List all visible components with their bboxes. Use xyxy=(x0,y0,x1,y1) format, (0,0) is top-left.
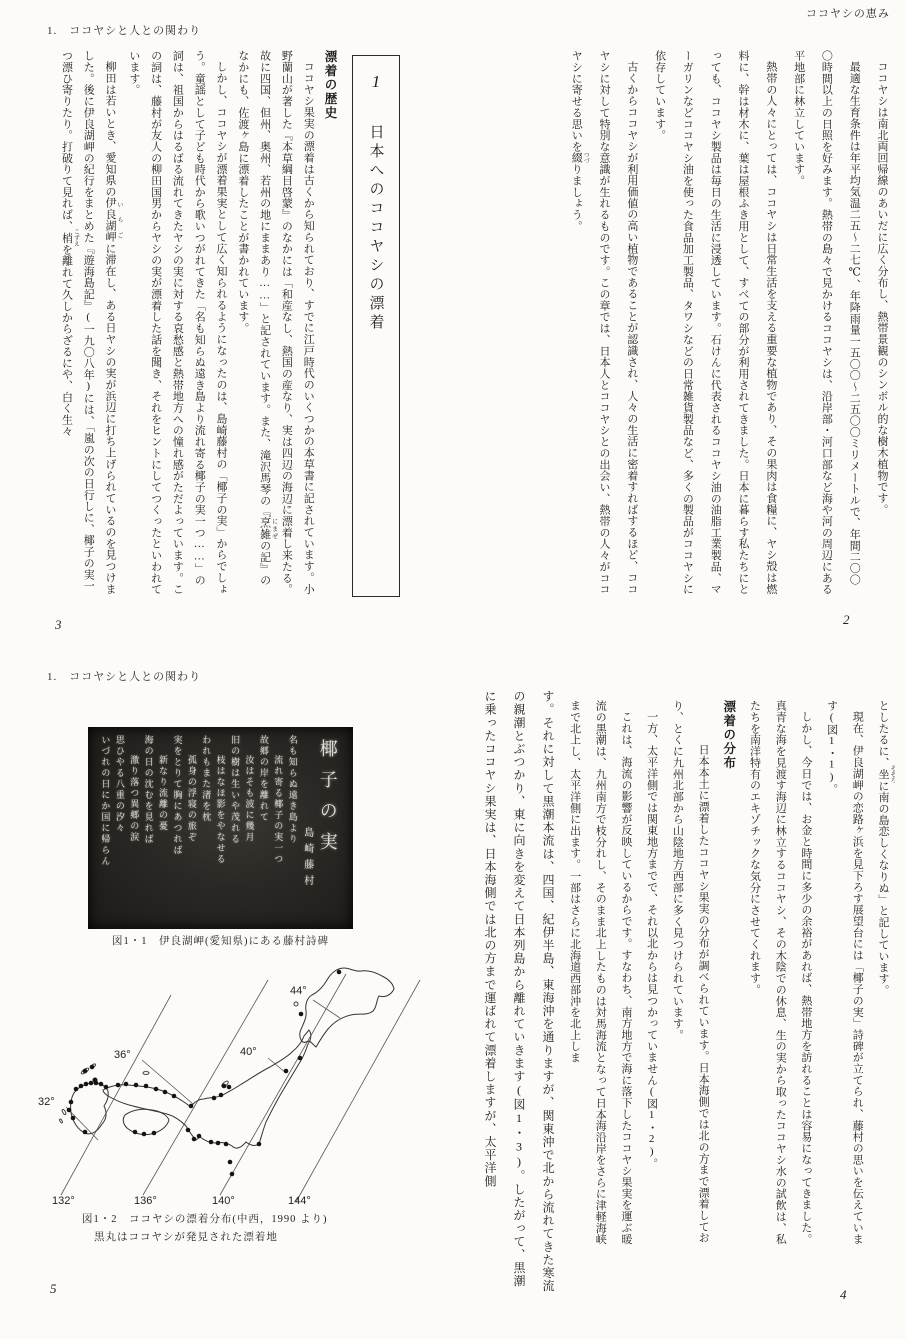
drift-dot xyxy=(224,1142,229,1147)
drift-dot xyxy=(163,1090,168,1095)
drift-dot xyxy=(133,1130,138,1135)
shikoku-coastline xyxy=(123,1109,169,1134)
drift-dot xyxy=(83,1130,88,1135)
paragraph: としたるに、坐 そぞろに南の島恋しくなりぬ」と記しています。 xyxy=(877,700,895,996)
monument-title: 椰子の実 xyxy=(317,739,338,863)
running-head-book-title: ココヤシの恵み xyxy=(806,8,890,20)
page-number-4: 4 xyxy=(840,1287,847,1302)
lon-label-144: 144° xyxy=(288,1195,311,1207)
drift-dot xyxy=(93,1078,98,1083)
drift-dot xyxy=(79,1084,84,1089)
poem-line: 海の日の沈むを見れば xyxy=(143,735,154,845)
drift-dot xyxy=(152,1131,157,1136)
paragraph: ココヤシ果実の漂着は古くから知られており、すでに江戸時代のいくつかの本草書に記されています。小野蘭山が著した『本草綱目啓蒙』のなかには「和産なし、熱国の産なり、実は四辺の海辺に漂着し来たる。故に四国、但州、奥州、若州の地にままあり……」と記されています。また、滝沢馬琴の『烹雑 にまぜの記』のなかにも、佐渡ヶ島に漂着したことが書かれています。 xyxy=(236,50,315,595)
drift-dot xyxy=(189,1104,194,1109)
paragraph: す。それに対して黒潮本流は、四国、紀伊半島、東海沖を通りますが、関東沖で北から流れてきた寒流の親潮とぶつかり、東に向きを変えて日本列島から離れていきます(図1・3)。したがって、黒潮に乗ったココヤシ果実は、日本海側では北の方まで運ばれて漂着しますが、太平洋側 xyxy=(483,690,555,1293)
running-head-chapter-p5: 1. ココヤシと人との関わり xyxy=(47,671,202,683)
leader-44 xyxy=(313,1000,340,1018)
section-heading-distribution: 漂着の分布 xyxy=(721,700,736,770)
paragraph: 柳田は若いとき、愛知県の伊良湖岬 いらごに滞在し、ある日ヤシの実が浜辺に打ち上げられているのを見つけました。後に伊良湖岬の紀行をまとめた『遊海島記』(一九〇八年)には、「嵐の次の日行しに、椰子の実一つ漂ひ寄りたり。打破りて見れば、梢 こずえを離れて久しからざるにや、白く生々 xyxy=(60,50,123,595)
poem-line: 孤身の浮寝の旅ぞ xyxy=(186,755,197,843)
poem-line: われもまた渚を枕 xyxy=(201,735,212,823)
leader-40 xyxy=(268,1058,286,1073)
paragraph: 日本本土に漂着したココヤシ果実の分布が調べられています。日本海側では北の方まで漂着しており、とくに九州北部から山陰地方西部に多く見つけられています。 xyxy=(671,700,710,1244)
hokkaido-coastline xyxy=(300,968,394,1047)
drift-dot xyxy=(222,1084,227,1089)
poem-line: 激り落つ異郷の涙 xyxy=(129,755,140,843)
drift-dot xyxy=(84,1082,89,1087)
drift-dot xyxy=(67,1108,72,1113)
poem-line: 実をとりて胸にあつれば xyxy=(172,735,183,856)
page3-text-block xyxy=(34,50,340,596)
drift-dot xyxy=(71,1116,76,1121)
paragraph: ココヤシは南北両回帰線のあいだに広く分布し、熱帯景観のシンボル的な樹木植物です。 xyxy=(876,61,888,515)
paragraph: 現在、伊良湖岬の恋路ヶ浜を見下ろす展望台には「椰子の実」詩碑が立てられ、藤村の思いを伝えています(図1・1)。 xyxy=(825,700,864,1245)
figure-1-1-caption: 図1・1 伊良湖岬(愛知県)にある藤村詩碑 xyxy=(112,936,329,947)
drift-dot xyxy=(89,1081,94,1086)
paragraph: 古くからココヤシが利用価値の高い植物であることが認識され、人々の生活に密着すればするほど、ココヤシに対して特別な意識が生れるものです。この章では、日本人とココヤシとの出会い、熱帯の人々がココヤシに寄せる思いを綴 つづりましょう。 xyxy=(570,50,638,595)
page4-text-block xyxy=(561,700,895,1254)
chapter-title-box xyxy=(352,55,400,597)
paragraph: 熱帯の人々にとっては、ココヤシは日常生活を支える重要な植物であり、その果肉は食糧に、ヤシ殻は燃料に、幹は材木に、葉は屋根ふき用として、すべての部分が利用されてきました。日本に暮らす私たちにとっても、ココヤシ製品は毎日の生活に浸透しています。石けんに代表されるココヤシ油の油脂工業製品、マーガリンなどココヤシ油を使った食品加工製品、タワシなどの日常雑貨製品など、多くの製品がココヤシに依存しています。 xyxy=(653,50,777,595)
drift-dot xyxy=(216,1141,221,1146)
drift-dot xyxy=(104,1085,109,1090)
oki-island xyxy=(143,1072,149,1075)
figure-1-2-caption-line1: 図1・2 ココヤシの漂着分布(中西，1990 より) xyxy=(82,1214,328,1225)
drift-dot xyxy=(99,1082,104,1087)
drift-dot xyxy=(74,1087,79,1092)
leader-36 xyxy=(142,1060,193,1104)
section-heading-history: 漂着の歴史 xyxy=(323,50,337,120)
poem-line: 旧の樹は生いや茂れる xyxy=(230,735,241,845)
monument-inscription xyxy=(88,727,351,929)
drift-dot xyxy=(172,1094,177,1099)
drift-dot xyxy=(337,970,342,975)
meridian-132 xyxy=(61,995,171,1195)
lat-label-44: 44° xyxy=(290,985,307,997)
lon-label-132: 132° xyxy=(52,1195,75,1207)
drift-dot xyxy=(90,1065,95,1070)
drift-dot xyxy=(257,1142,262,1147)
monument-author: 島崎藤村 xyxy=(301,827,313,891)
chapter-title: 日本へのココヤシの漂着 xyxy=(367,124,385,333)
poem-line: 流れ寄る椰子の実一つ xyxy=(273,755,284,865)
goto-island-south xyxy=(59,1119,63,1124)
lat-label-36: 36° xyxy=(114,1049,131,1061)
drift-dot xyxy=(124,1082,129,1087)
lon-label-140: 140° xyxy=(212,1195,235,1207)
running-head-chapter-p3: 1. ココヤシと人との関わり xyxy=(47,25,202,37)
chapter-number: 1 xyxy=(366,72,386,91)
paragraph: これは、海流の影響が反映しているからです。すなわち、南方地方で海に落下したココヤシ果実を運ぶ暖流の黒潮は、九州南方で枝分れし、そのまま北上したものは対馬海流となって日本海沿岸をさらに津軽海峡まで北上し、太平洋側に出ます。一部はさらに北海道西部沖を北上しま xyxy=(568,700,632,1245)
drift-dot xyxy=(299,1012,304,1017)
drift-dot xyxy=(144,1084,149,1089)
paragraph: 最適な生育条件は年平均気温二五〜二七℃、年降雨量一五〇〇〜二五〇〇ミリメートルで、年間二〇〇〇時間以上の日照を好みます。熱帯の島々で見かけるココヤシは、沿岸部・河口部など海や河の周辺にある平地部に林立しています。 xyxy=(792,50,861,595)
drift-dot xyxy=(116,1083,121,1088)
paragraph: 一方、太平洋側では関東地方までで、それ以北からは見つかっていません(図1・2)。 xyxy=(645,711,658,1169)
poem-line: 汝はそも波に幾月 xyxy=(244,755,255,843)
paragraph: しかし、ココヤシが漂着果実として広く知られるようになったのは、島崎藤村の「椰子の実」からでしょう。童謡として子ども時代から歌いつがれてきた「名も知らぬ遠き島より流れ寄る椰子の実一つ……」の詞は、祖国からはるばる流れてきたヤシの実に対する哀愁感と熱帯地方への憧れ感がただよっています。この詞は、藤村が友人の柳田国男からヤシの実が漂着した話を聞き、それをヒントにしてつくったといわれています。 xyxy=(127,50,228,595)
drift-dot xyxy=(209,1140,214,1145)
drift-dot xyxy=(230,1172,235,1177)
drift-dot xyxy=(219,1093,224,1098)
lat-label-32: 32° xyxy=(38,1096,55,1108)
meridian-140 xyxy=(220,974,346,1195)
drift-dot xyxy=(142,1132,147,1137)
page-number-2: 2 xyxy=(843,612,850,627)
drift-dot xyxy=(228,1160,233,1165)
goto-island xyxy=(61,1109,66,1115)
poem-line: 思ひやる八重の汐々 xyxy=(114,735,125,834)
page-number-3: 3 xyxy=(55,617,62,632)
drift-dot xyxy=(212,1096,217,1101)
poem-line: 故郷の岸を離れて xyxy=(258,735,269,823)
drift-dot xyxy=(83,1069,88,1074)
page2-text-block xyxy=(561,50,895,596)
poem-line: 新なり流離の憂 xyxy=(158,755,169,832)
page5-text-block xyxy=(474,690,562,1296)
figure-1-2-drift-map xyxy=(28,952,473,1207)
poem-line: 枝はなほ影をやなせる xyxy=(215,755,226,865)
drift-dot xyxy=(284,1069,289,1074)
page-number-5: 5 xyxy=(50,1281,57,1296)
drift-dot xyxy=(134,1083,139,1088)
poem-line: いづれの日にか国に帰らん xyxy=(100,735,111,867)
drift-dot xyxy=(186,1128,191,1133)
poem-line: 名も知らぬ遠き島より xyxy=(287,735,298,845)
drift-dot xyxy=(154,1087,159,1092)
drift-dot xyxy=(197,1134,202,1139)
meridian-144 xyxy=(296,980,420,1202)
drift-dot xyxy=(227,1085,232,1090)
paragraph: しかし、今日では、お金と時間に多少の余裕があれば、熱帯地方を訪れることは容易になってきました。真青な海を見渡す海辺に林立するココヤシ、その木陰での休息、生の実から取ったココヤシ水の試飲は、私たちを南洋特有のエキゾチックな気分にさせてくれます。 xyxy=(748,700,812,1245)
drift-dot xyxy=(298,1056,303,1061)
figure-1-1-monument-photo xyxy=(88,727,353,929)
drift-map-dots xyxy=(67,970,342,1177)
okushiri-island xyxy=(294,1002,298,1006)
chapter-title-inner xyxy=(366,56,387,596)
drift-dot xyxy=(192,1137,197,1142)
lon-label-136: 136° xyxy=(134,1195,157,1207)
drift-dot xyxy=(69,1100,74,1105)
lat-label-40: 40° xyxy=(240,1046,257,1058)
figure-1-2-caption-line2: 黒丸はココヤシが発見された漂着地 xyxy=(94,1232,278,1243)
